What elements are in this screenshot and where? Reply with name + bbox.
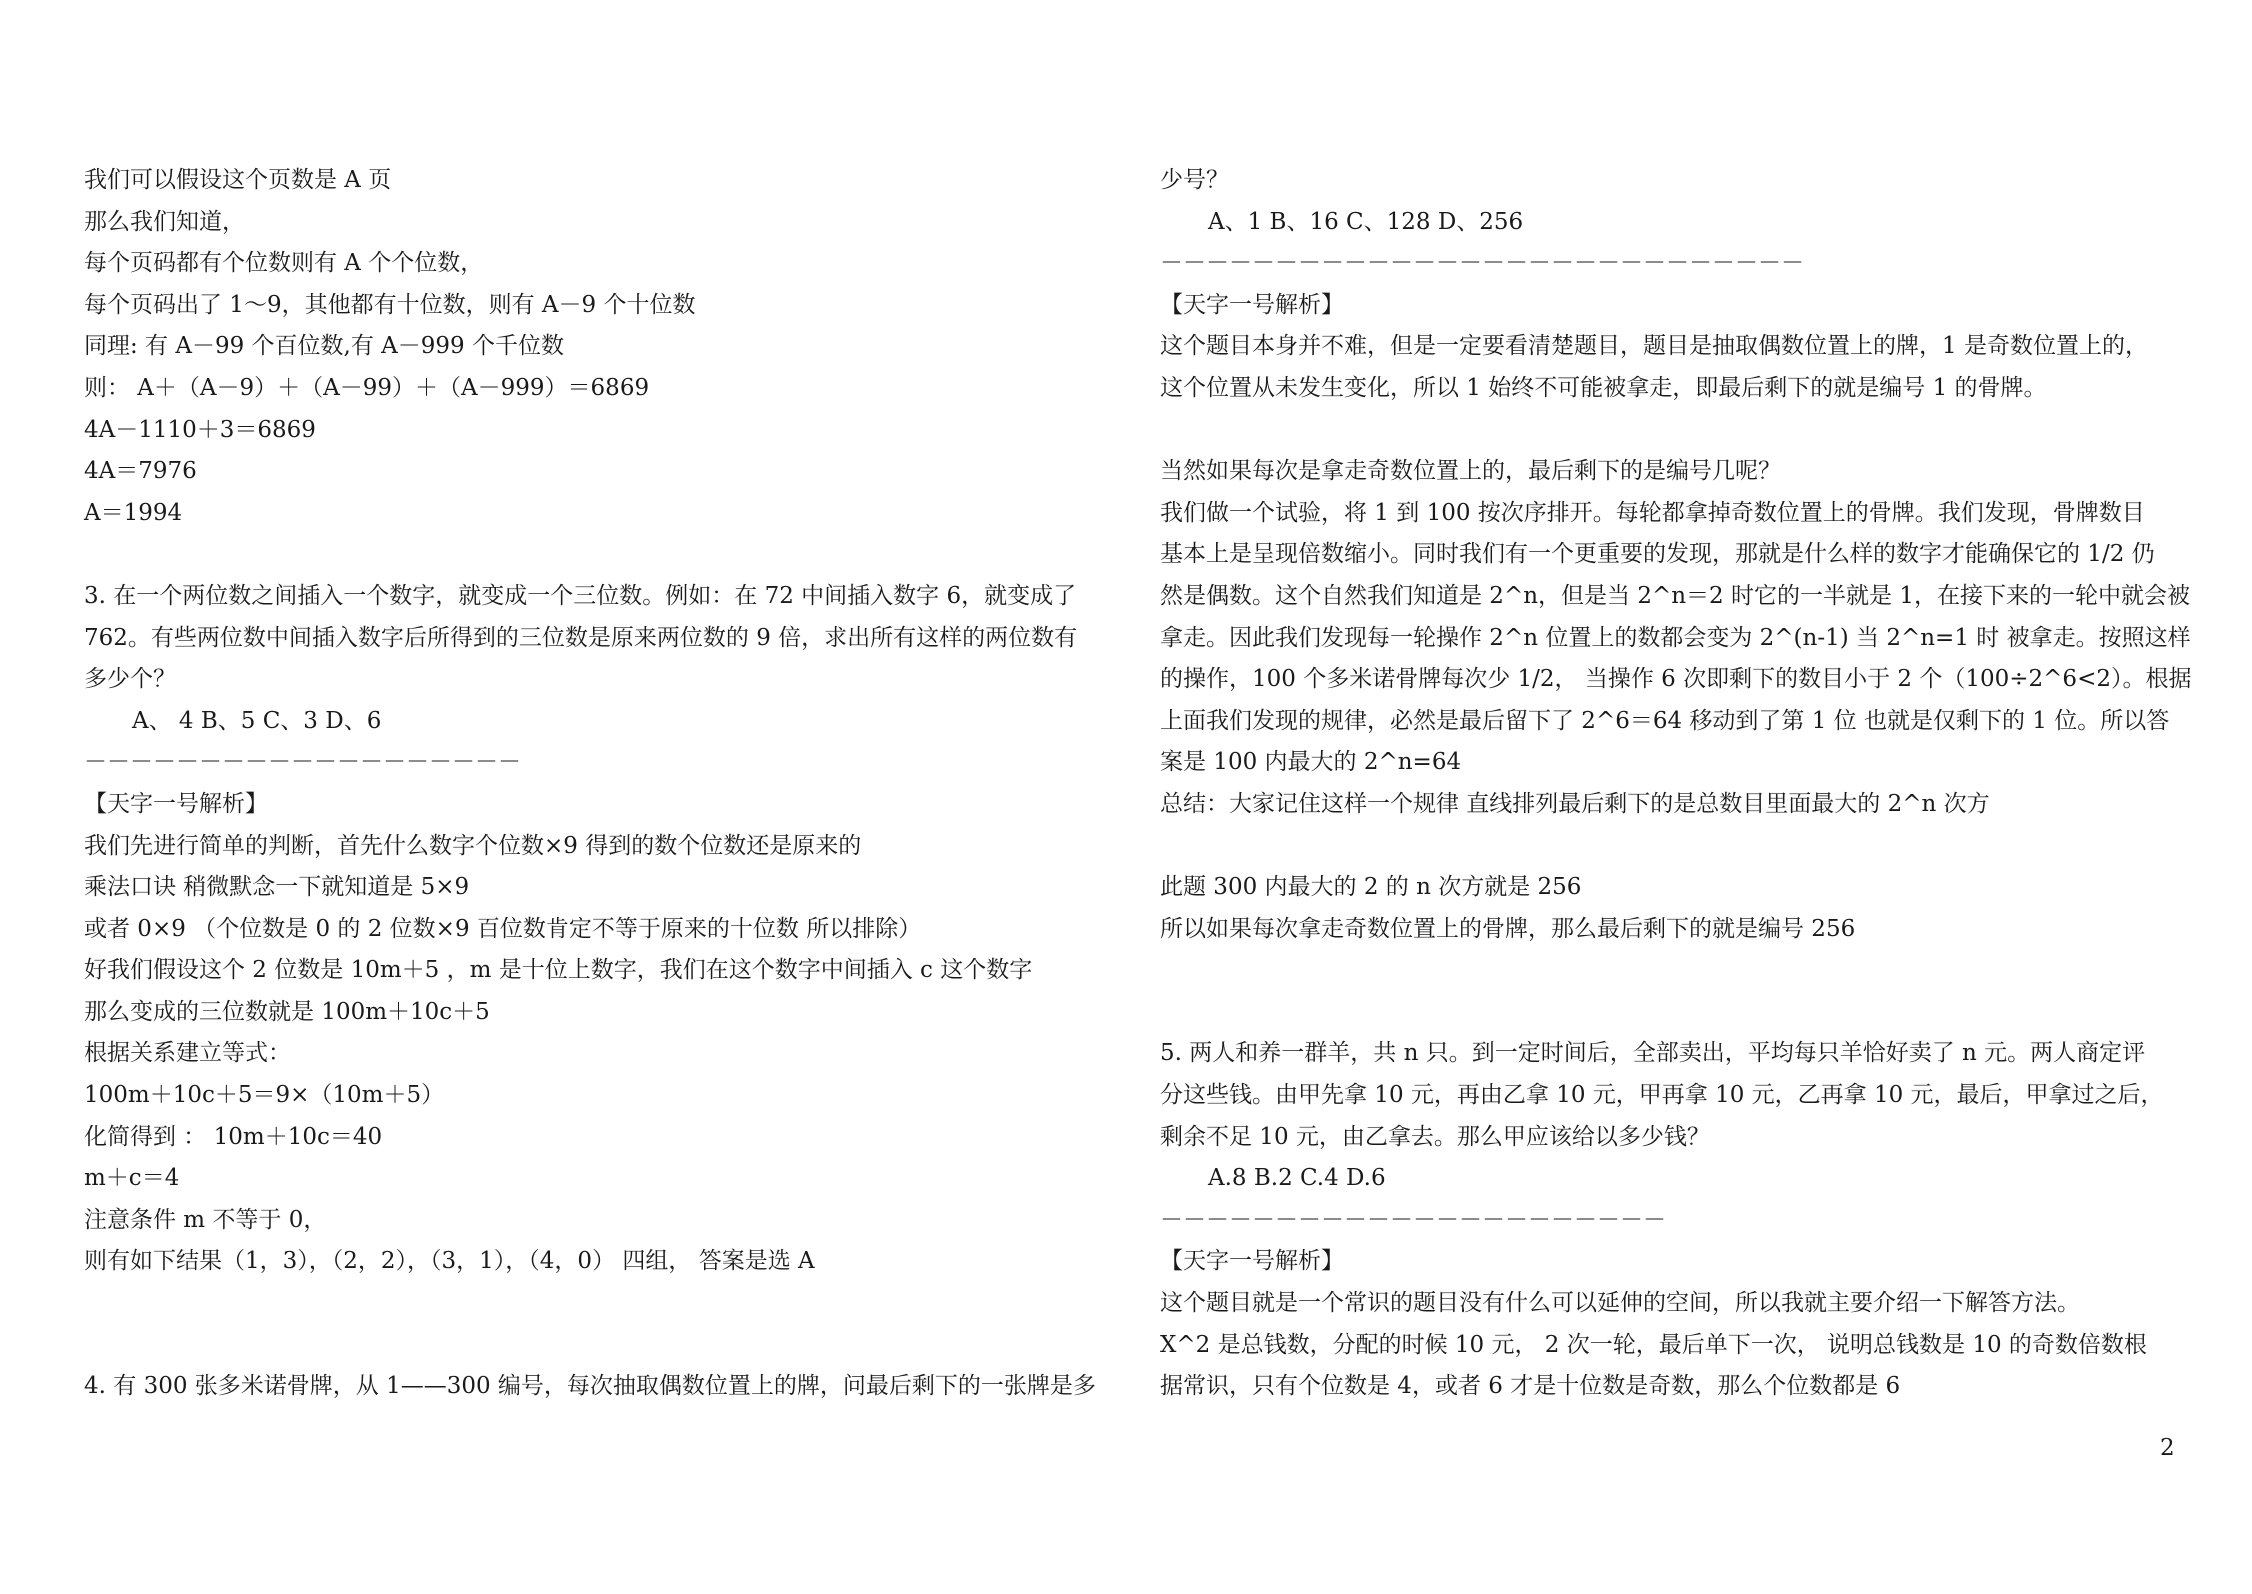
text-line: 的操作，100 个多米诺骨牌每次少 1/2， 当操作 6 次即剩下的数目小于 2 个（100÷2^6<2）。根据	[1160, 666, 2192, 693]
text-line: 那么变成的三位数就是 100m＋10c＋5	[84, 998, 490, 1025]
analysis-heading: 【天字一号解析】	[84, 790, 268, 817]
text-line: 化简得到 ： 10m＋10c＝40	[84, 1123, 383, 1150]
question-3-text: 3. 在一个两位数之间插入一个数字，就变成一个三位数。例如：在 72 中间插入数字 6，就变成了	[84, 582, 1077, 609]
text-line: 所以如果每次拿走奇数位置上的骨牌，那么最后剩下的就是编号 256	[1160, 915, 1856, 942]
text-line: 我们做一个试验，将 1 到 100 按次序排开。每轮都拿掉奇数位置上的骨牌。我们发现，骨牌数目	[1160, 499, 2145, 526]
text-line: X^2 是总钱数，分配的时候 10 元， 2 次一轮，最后单下一次， 说明总钱数是 10 的奇数倍数根	[1160, 1331, 2147, 1358]
divider-line: －－－－－－－－－－－－－－－－－－－－－－－－－－－－	[1160, 250, 1804, 277]
question-5-text: 剩余不足 10 元，由乙拿去。那么甲应该给以多少钱？	[1160, 1123, 1710, 1150]
blank-line	[84, 1283, 1124, 1325]
question-4-text: 4. 有 300 张多米诺骨牌，从 1——300 编号，每次抽取偶数位置上的牌，问最后剩下的一张牌是多	[84, 1373, 1096, 1400]
text-line: 注意条件 m 不等于 0，	[84, 1206, 327, 1233]
blank-line	[1160, 410, 2180, 452]
text-line: 那么我们知道，	[84, 208, 245, 235]
question-5-text: 5. 两人和养一群羊，共 n 只。到一定时间后，全部卖出，平均每只羊恰好卖了 n 元。两人商定评	[1160, 1040, 2146, 1067]
text-line: 则有如下结果（1，3），（2，2），（3，1），（4，0） 四组， 答案是选 A	[84, 1248, 815, 1275]
blank-line	[84, 1325, 1124, 1367]
text-line: 每个页码出了 1～9，其他都有十位数，则有 A－9 个十位数	[84, 291, 696, 318]
divider-line: －－－－－－－－－－－－－－－－－－－	[84, 749, 521, 776]
text-line: 或者 0×9 （个位数是 0 的 2 位数×9 百位数肯定不等于原来的十位数 所以排除）	[84, 915, 922, 942]
text-line: 拿走。因此我们发现每一轮操作 2^n 位置上的数都会变为 2^(n-1) 当 2^n=1 时 被拿走。按照这样	[1160, 624, 2191, 651]
text-line: 此题 300 内最大的 2 的 n 次方就是 256	[1160, 874, 1582, 901]
analysis-heading: 【天字一号解析】	[1160, 1248, 1344, 1275]
question-5-options: A.8 B.2 C.4 D.6	[1208, 1165, 1386, 1192]
text-line: 这个题目就是一个常识的题目没有什么可以延伸的空间，所以我就主要介绍一下解答方法。	[1160, 1290, 2080, 1317]
blank-line	[1160, 992, 2180, 1034]
text-line: 这个位置从未发生变化，所以 1 始终不可能被拿走，即最后剩下的就是编号 1 的骨牌。	[1160, 374, 2047, 401]
analysis-heading: 【天字一号解析】	[1160, 291, 1344, 318]
text-line: 100m＋10c＋5＝9×（10m＋5）	[84, 1082, 445, 1109]
text-line: 据常识，只有个位数是 4，或者 6 才是十位数是奇数，那么个位数都是 6	[1160, 1373, 1901, 1400]
text-line: m＋c＝4	[84, 1165, 180, 1192]
text-line: 我们先进行简单的判断，首先什么数字个位数×9 得到的数个位数还是原来的	[84, 832, 862, 859]
text-line: 乘法口诀 稍微默念一下就知道是 5×9	[84, 874, 470, 901]
summary-line: 总结：大家记住这样一个规律 直线排列最后剩下的是总数目里面最大的 2^n 次方	[1160, 790, 1990, 817]
divider-line: －－－－－－－－－－－－－－－－－－－－－－	[1160, 1206, 1666, 1233]
text-line: 根据关系建立等式：	[84, 1040, 291, 1067]
text-line: 4A＝7976	[84, 458, 197, 485]
text-line: 当然如果每次是拿走奇数位置上的，最后剩下的是编号几呢？	[1160, 458, 1781, 485]
text-line: 基本上是呈现倍数缩小。同时我们有一个更重要的发现，那就是什么样的数字才能确保它的 1/2 仍	[1160, 541, 2155, 568]
text-line: 则： A＋（A－9）＋（A－99）＋（A－999）＝6869	[84, 374, 650, 401]
question-3-text: 多少个？	[84, 666, 176, 693]
text-line: 4A－1110＋3＝6869	[84, 416, 316, 443]
question-4-options: A、1 B、16 C、128 D、256	[1208, 208, 1524, 235]
text-line: 上面我们发现的规律，必然是最后留下了 2^6＝64 移动到了第 1 位 也就是仅剩下的 1 位。所以答	[1160, 707, 2170, 734]
page-number: 2	[2160, 1435, 2175, 1461]
text-line: 我们可以假设这个页数是 A 页	[84, 167, 392, 193]
text-line: 每个页码都有个位数则有 A 个个位数，	[84, 250, 484, 277]
blank-line	[1160, 950, 2180, 992]
blank-line	[84, 534, 1124, 576]
question-5-text: 分这些钱。由甲先拿 10 元，再由乙拿 10 元，甲再拿 10 元，乙再拿 10 元，最后，甲拿过之后，	[1160, 1082, 2164, 1109]
text-line: A＝1994	[84, 499, 183, 526]
left-column	[84, 160, 1124, 1408]
right-column	[1160, 160, 2192, 1408]
question-3-options: A、 4 B、5 C、3 D、6	[132, 707, 382, 734]
blank-line	[1160, 826, 2180, 868]
text-line: 然是偶数。这个自然我们知道是 2^n，但是当 2^n＝2 时它的一半就是 1，在接下来的一轮中就会被	[1160, 582, 2190, 609]
text-line: 同理: 有 A－99 个百位数,有 A－999 个千位数	[84, 333, 565, 360]
text-line: 这个题目本身并不难，但是一定要看清楚题目，题目是抽取偶数位置上的牌，1 是奇数位置上的，	[1160, 333, 2148, 360]
question-4-text: 少号？	[1160, 167, 1229, 193]
text-line: 案是 100 内最大的 2^n=64	[1160, 749, 1462, 776]
text-line: 好我们假设这个 2 位数是 10m＋5 ，m 是十位上数字，我们在这个数字中间插入 c 这个数字	[84, 957, 1033, 984]
question-3-text: 762。有些两位数中间插入数字后所得到的三位数是原来两位数的 9 倍，求出所有这样的两位数有	[84, 624, 1078, 651]
